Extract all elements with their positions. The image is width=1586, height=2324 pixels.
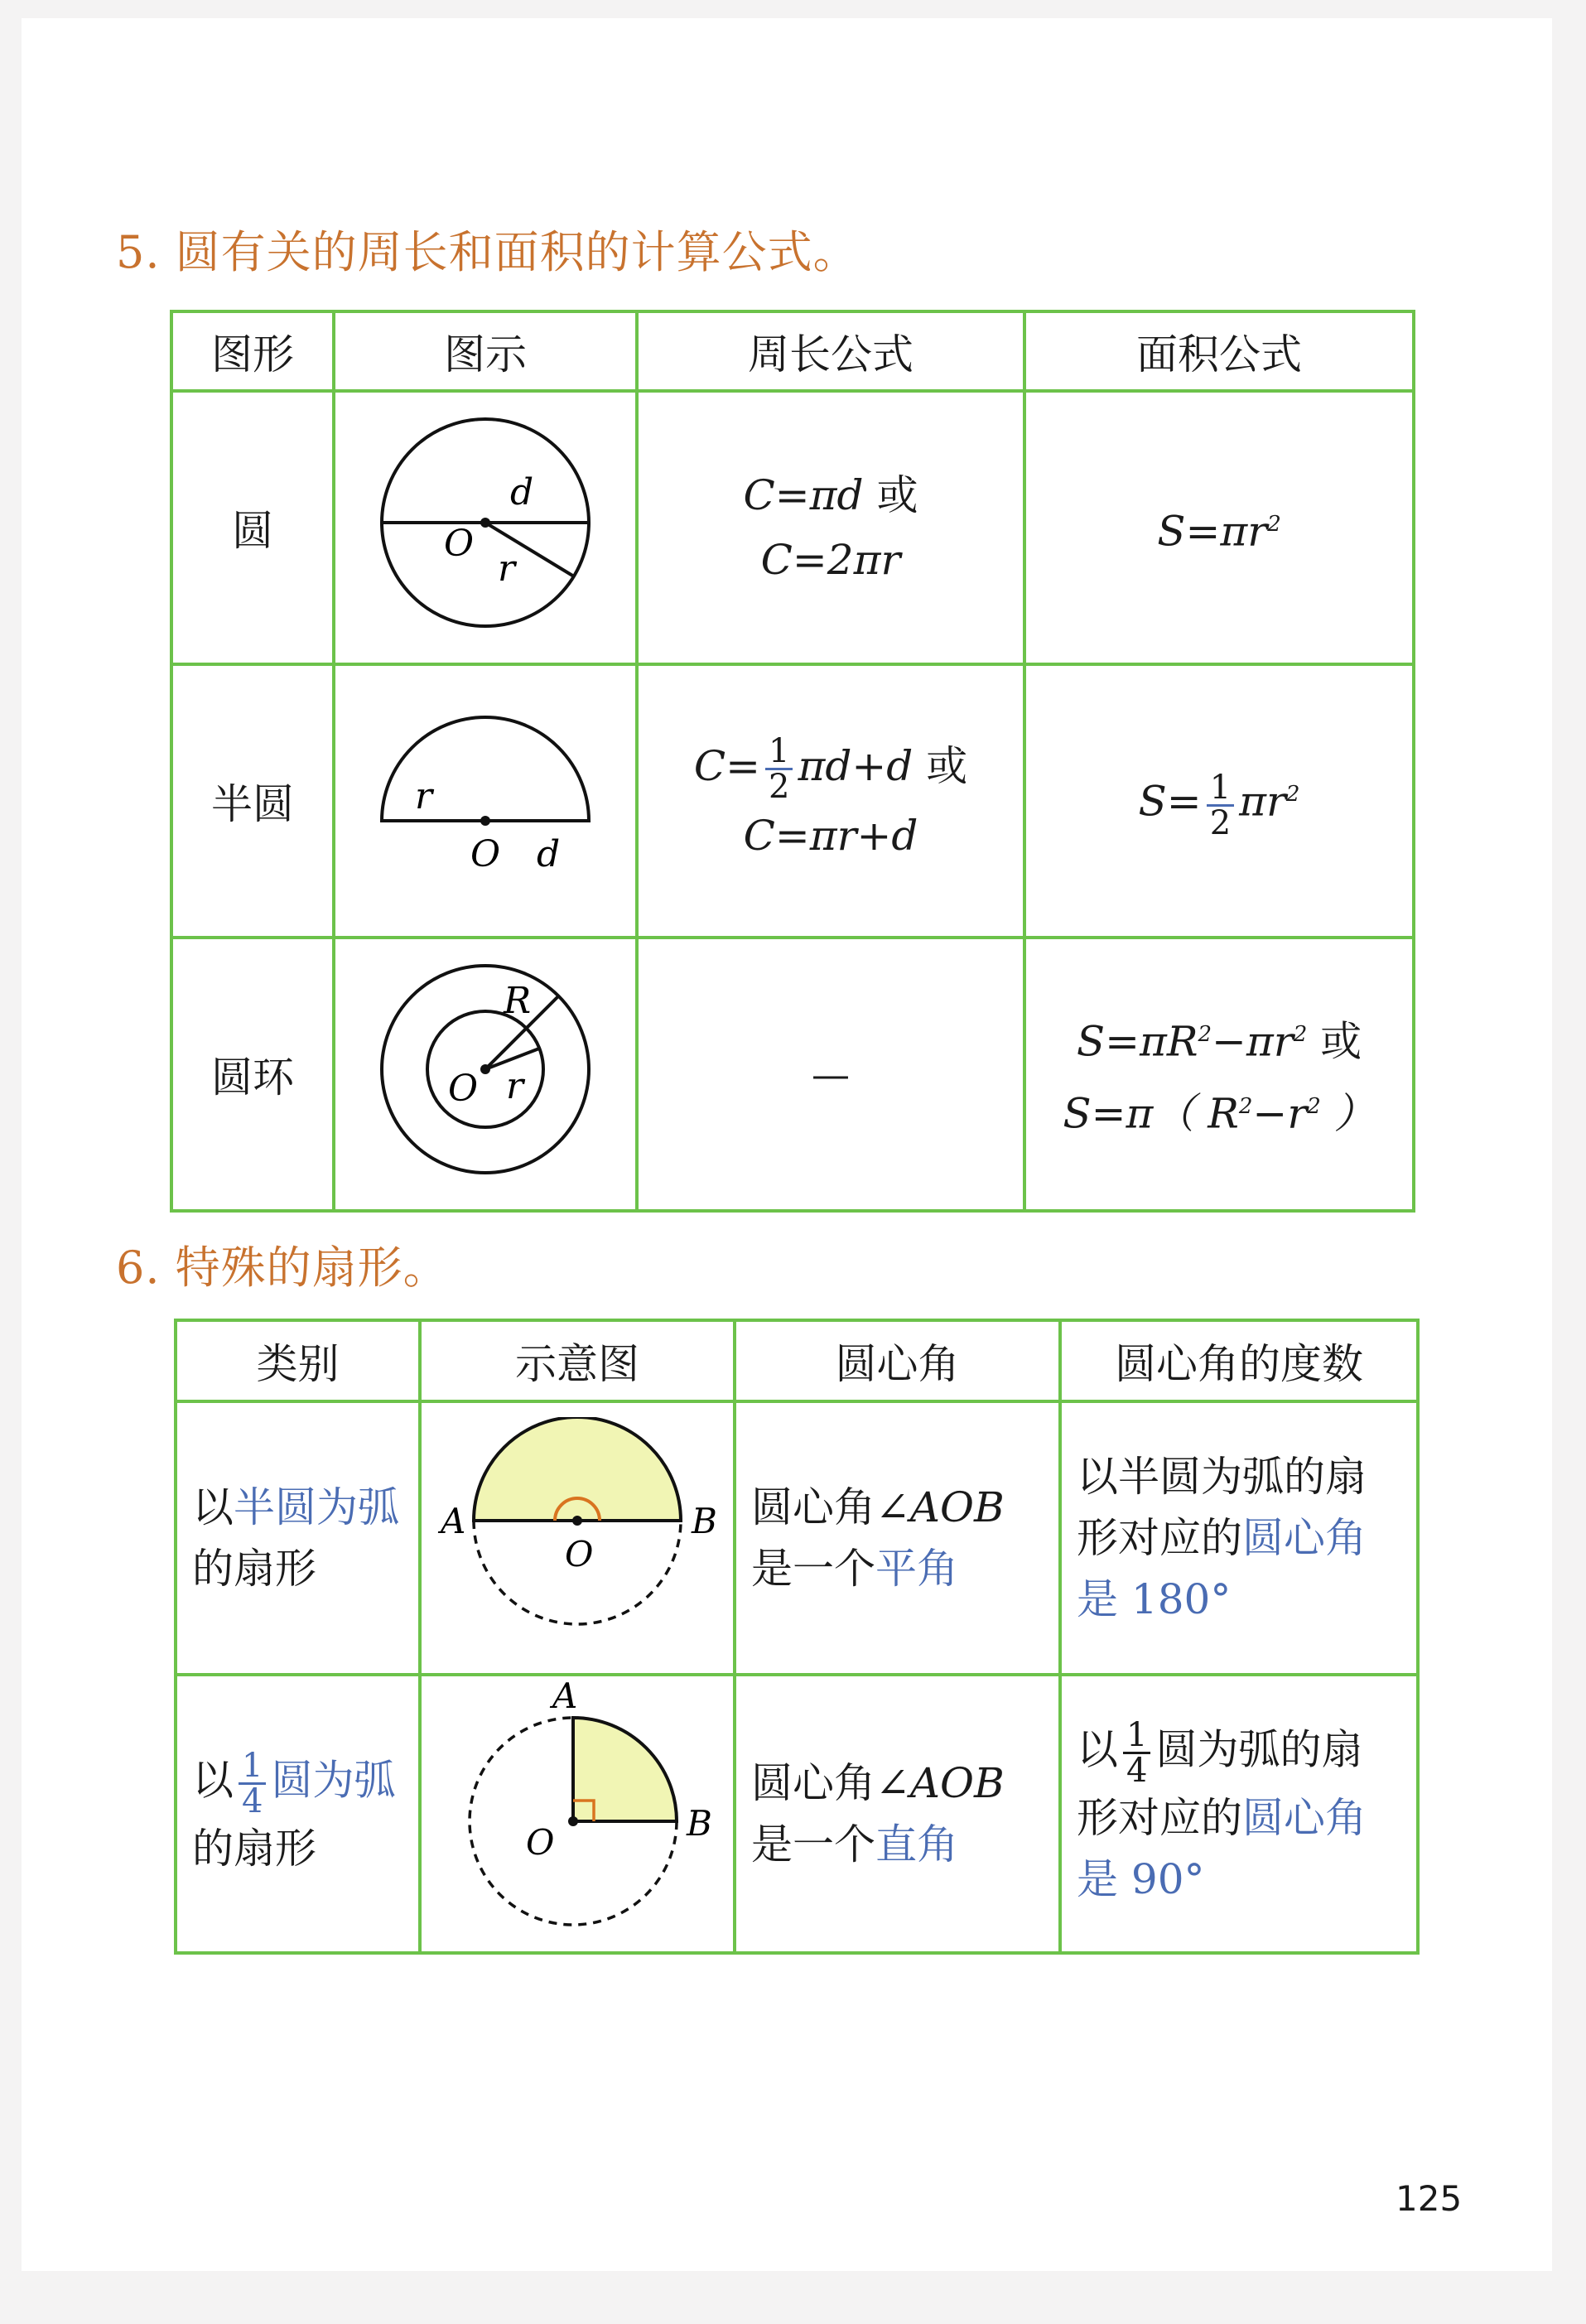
angle-description	[735, 1675, 1060, 1953]
shape-name: 圆	[171, 391, 334, 664]
table-row	[176, 1401, 1418, 1675]
header-degree: 圆心角的度数	[1060, 1320, 1418, 1401]
label-R: R	[504, 980, 532, 1022]
frac-num: 1	[1123, 1719, 1150, 1754]
degree-value: 是 90°	[1077, 1854, 1205, 1903]
header-perimeter: 周长公式	[637, 311, 1024, 391]
quarter-sector-diagram	[428, 1676, 726, 1941]
annulus-perimeter: —	[637, 938, 1024, 1211]
table-row	[176, 1675, 1418, 1953]
area-part: −πr	[1212, 1018, 1294, 1066]
semicircle-perimeter	[637, 664, 1024, 938]
label-d: d	[510, 471, 534, 513]
category-highlight: 圆为弧	[271, 1756, 396, 1804]
angle-line2-pre: 是一个	[751, 1820, 875, 1868]
degree-line2-pre: 形对应的	[1077, 1793, 1242, 1842]
category-pre: 以	[192, 1483, 234, 1531]
page-number: 125	[1396, 2178, 1463, 2219]
header-diagram: 图示	[334, 311, 637, 391]
degree-line2-pre: 形对应的	[1077, 1514, 1242, 1562]
degree-description	[1060, 1675, 1418, 1953]
degree-line1-pre: 以	[1077, 1725, 1118, 1773]
area-exponent: 2	[1198, 1022, 1212, 1048]
half-sector-diagram-cell	[420, 1401, 735, 1675]
fraction-one-quarter	[239, 1746, 266, 1820]
angle-type: 平角	[875, 1545, 958, 1593]
label-r: r	[498, 547, 516, 590]
angle-symbol: AOB	[909, 1483, 1005, 1531]
label-o: O	[448, 1068, 479, 1110]
label-b: B	[687, 1803, 712, 1844]
section6-title: 6. 特殊的扇形。	[116, 1242, 449, 1294]
angle-description	[735, 1401, 1060, 1675]
angle-line2-pre: 是一个	[751, 1545, 875, 1593]
area-prefix: S=	[1138, 778, 1202, 827]
label-o: O	[470, 833, 501, 875]
frac-den: 4	[1126, 1751, 1148, 1790]
sector-category	[176, 1401, 420, 1675]
semicircle-diagram-cell	[334, 664, 637, 938]
fraction-one-quarter	[1123, 1715, 1150, 1790]
category-highlight: 半圆为弧	[234, 1483, 399, 1531]
perimeter-suffix: πd+d	[798, 741, 914, 790]
area-exponent: 2	[1307, 1094, 1321, 1119]
label-r: r	[506, 1065, 524, 1107]
section5-title: 5. 圆有关的周长和面积的计算公式。	[116, 226, 859, 278]
circle-diagram	[361, 407, 610, 639]
frac-den: 2	[769, 768, 790, 807]
or-text: 或	[1320, 1018, 1362, 1066]
frac-num: 1	[765, 735, 793, 770]
annulus-area	[1024, 938, 1414, 1211]
degree-value: 是 180°	[1077, 1575, 1232, 1623]
sector-table	[174, 1319, 1420, 1955]
area-exponent: 2	[1238, 1094, 1253, 1119]
area-part: ）	[1320, 1089, 1376, 1138]
label-o: O	[526, 1822, 555, 1863]
degree-line2-highlight: 圆心角	[1242, 1514, 1367, 1562]
or-text: 或	[926, 741, 968, 790]
angle-pre: 圆心角∠	[751, 1759, 910, 1807]
label-b: B	[692, 1501, 717, 1541]
frac-num: 1	[1207, 771, 1234, 807]
label-a: A	[552, 1676, 578, 1716]
annulus-diagram	[361, 953, 610, 1185]
perimeter-formula-2: C=πr+d	[743, 812, 918, 861]
or-text: 或	[876, 471, 918, 519]
table-header-row	[176, 1320, 1418, 1401]
semicircle-diagram	[361, 705, 610, 887]
area-suffix: πr	[1239, 778, 1286, 827]
area-part: −r	[1252, 1089, 1308, 1138]
fraction-one-half	[1207, 768, 1234, 842]
sector-category	[176, 1675, 420, 1953]
label-r: r	[415, 775, 433, 817]
label-d: d	[537, 833, 561, 875]
angle-type: 直角	[875, 1820, 958, 1868]
perimeter-formula-2: C=2πr	[760, 536, 901, 584]
quarter-sector-diagram-cell	[420, 1675, 735, 1953]
table-header-row	[171, 311, 1414, 391]
angle-symbol: AOB	[909, 1759, 1005, 1807]
fraction-one-half	[765, 732, 793, 807]
area-part: S=πR	[1076, 1018, 1198, 1066]
frac-den: 2	[1209, 803, 1232, 842]
degree-line1: 以半圆为弧的扇	[1077, 1453, 1367, 1501]
area-exponent: 2	[1285, 782, 1300, 808]
shape-name: 圆环	[171, 938, 334, 1211]
header-angle: 圆心角	[735, 1320, 1060, 1401]
category-post: 的扇形	[192, 1545, 316, 1593]
area-exponent: 2	[1293, 1022, 1308, 1048]
header-area: 面积公式	[1024, 311, 1414, 391]
label-a: A	[441, 1501, 466, 1541]
table-row	[171, 938, 1414, 1211]
label-o: O	[565, 1534, 594, 1574]
area-part: S=π（ R	[1063, 1089, 1239, 1138]
header-category: 类别	[176, 1320, 420, 1401]
annulus-diagram-cell	[334, 938, 637, 1211]
perimeter-formula-1: C=πd	[743, 471, 864, 519]
circle-diagram-cell	[334, 391, 637, 664]
table-row	[171, 391, 1414, 664]
table-row	[171, 664, 1414, 938]
shape-name: 半圆	[171, 664, 334, 938]
degree-description	[1060, 1401, 1418, 1675]
circle-area	[1024, 391, 1414, 664]
angle-pre: 圆心角∠	[751, 1483, 910, 1531]
category-pre: 以	[192, 1756, 234, 1804]
degree-line1-post: 圆为弧的扇	[1155, 1725, 1363, 1773]
frac-num: 1	[239, 1749, 266, 1785]
perimeter-prefix: C=	[693, 741, 760, 790]
semicircle-area	[1024, 664, 1414, 938]
label-o: O	[444, 523, 475, 565]
area-formula: S=πr	[1157, 507, 1268, 556]
circle-perimeter	[637, 391, 1024, 664]
area-exponent: 2	[1267, 511, 1281, 537]
category-post: 的扇形	[192, 1824, 316, 1873]
degree-line2-highlight: 圆心角	[1242, 1793, 1367, 1842]
circle-formula-table	[170, 310, 1415, 1213]
header-diagram: 示意图	[420, 1320, 735, 1401]
header-shape: 图形	[171, 311, 334, 391]
frac-den: 4	[242, 1782, 263, 1820]
half-sector-diagram	[428, 1417, 726, 1649]
